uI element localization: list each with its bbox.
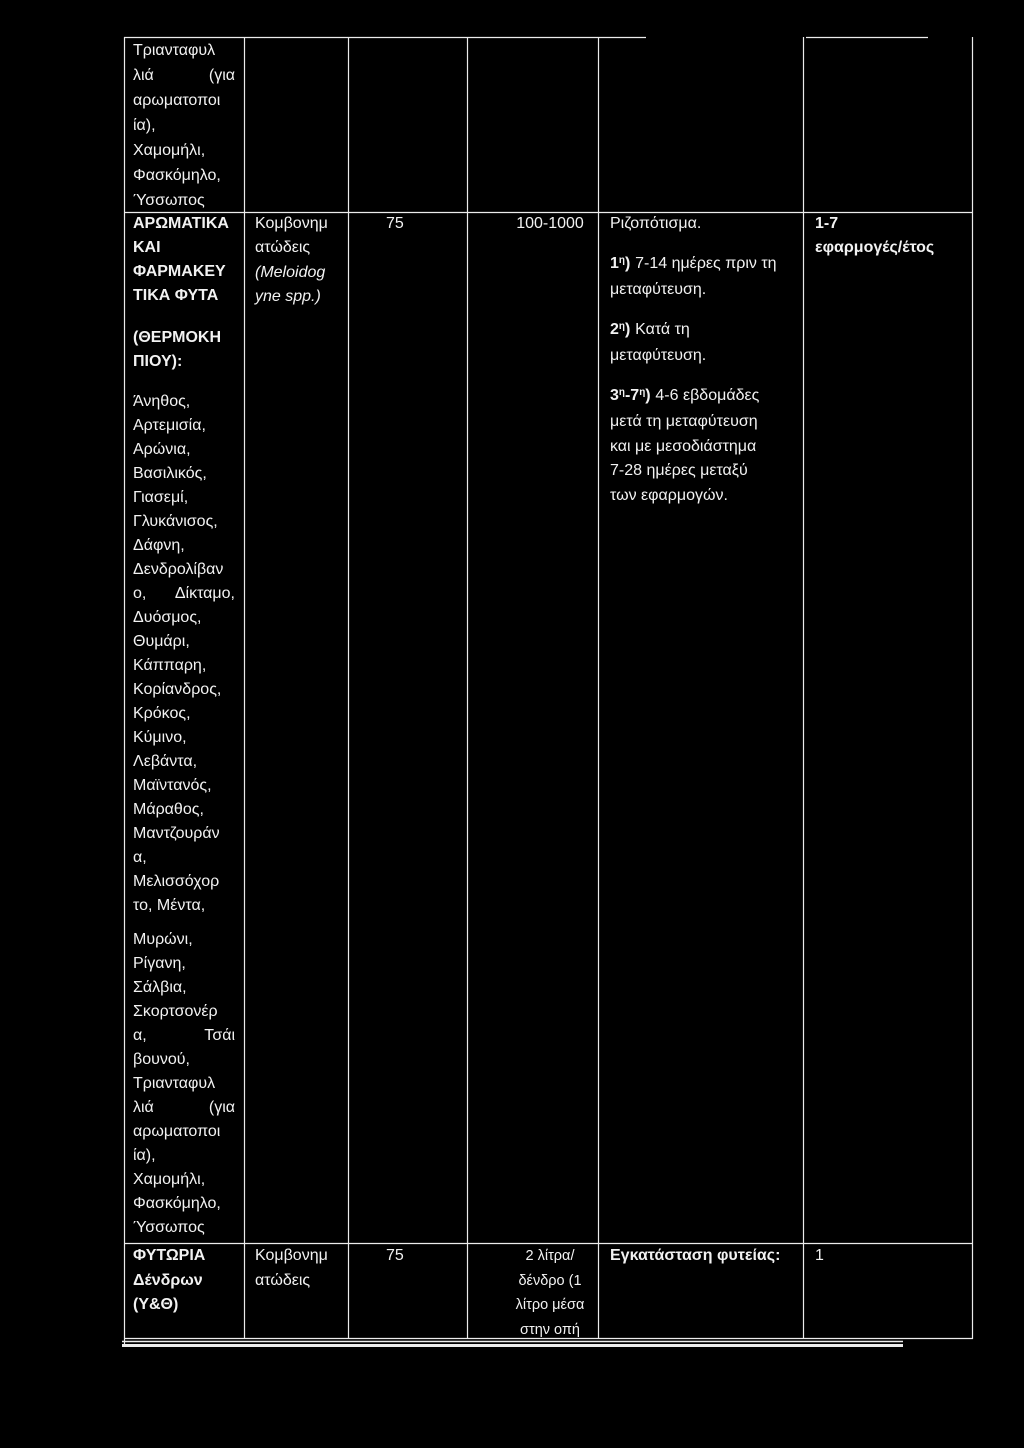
applications-line: 1-7 bbox=[815, 215, 839, 232]
row-2-pest-cell bbox=[255, 212, 328, 310]
crop-name-line: Τριανταφυλ bbox=[133, 42, 216, 59]
crop-heading-line: ΠΙΟΥ): bbox=[133, 353, 183, 370]
row-2-dose-cell bbox=[386, 212, 404, 236]
application-step-line bbox=[610, 384, 777, 411]
row-1-crop-cell bbox=[133, 38, 235, 213]
application-step-line: 7-28 ημέρες μεταξύ bbox=[610, 462, 748, 479]
crop-name-line: Γιασεμί, bbox=[133, 489, 189, 506]
crop-name-line: Αρτεμισία, bbox=[133, 417, 206, 434]
crop-heading-line: Δένδρων bbox=[133, 1271, 203, 1289]
crop-name-line: Μαντζουράν bbox=[133, 825, 220, 842]
crop-name-line: α, bbox=[133, 849, 147, 866]
pest-common-name-line: Κομβονημ bbox=[255, 1247, 328, 1264]
crop-name-line: Δενδρολίβαν bbox=[133, 561, 224, 578]
crop-name-line: λιά (για bbox=[133, 67, 235, 84]
crop-name-line: Κρόκος, bbox=[133, 705, 191, 722]
pest-latin-name-line: (Meloidog bbox=[255, 263, 326, 281]
crop-name-line: Αρώνια, bbox=[133, 441, 191, 458]
crop-name-line: ία), bbox=[133, 1147, 156, 1164]
crop-name-line: Σάλβια, bbox=[133, 979, 187, 996]
crop-name-line: Γλυκάνισος, bbox=[133, 513, 218, 530]
water-volume-line: λίτρο μέσα bbox=[515, 1297, 585, 1313]
crop-name-line: Βασιλικός, bbox=[133, 465, 207, 482]
crop-name-line: αρωματοποι bbox=[133, 92, 221, 109]
ordinal-superscript: η bbox=[639, 386, 646, 398]
step-label-text: ) bbox=[624, 320, 631, 338]
application-step-label bbox=[610, 321, 630, 338]
step-label-text: -7 bbox=[624, 386, 640, 404]
step-label-text: 3 bbox=[610, 386, 619, 404]
row-3-pest-cell bbox=[255, 1244, 328, 1293]
application-step-line: μεταφύτευση. bbox=[610, 281, 707, 298]
application-step-line bbox=[610, 252, 777, 279]
pest-common-name-line: Κομβονημ bbox=[255, 215, 328, 232]
ordinal-superscript: η bbox=[618, 254, 625, 266]
row-2-water-volume-cell bbox=[505, 212, 595, 236]
crop-name-line: ο, Δίκταμο, bbox=[133, 585, 235, 602]
application-step bbox=[610, 318, 777, 369]
ordinal-superscript: η bbox=[618, 320, 625, 332]
application-step-line: των εφαρμογών. bbox=[610, 486, 728, 504]
water-volume-line: στην οπή bbox=[520, 1321, 580, 1338]
crop-heading-paragraph bbox=[133, 212, 235, 308]
crop-name-line: λιά (για bbox=[133, 1099, 235, 1116]
application-step-line: μετά τη μεταφύτευση bbox=[610, 413, 758, 430]
application-step-line: μεταφύτευση. bbox=[610, 347, 707, 364]
step-label-text: ) bbox=[645, 386, 651, 404]
row-2-method-cell bbox=[610, 212, 777, 508]
row-3-water-volume-cell bbox=[505, 1244, 595, 1342]
application-step-text: Κατά τη bbox=[635, 320, 690, 338]
row-3-applications-cell bbox=[815, 1244, 824, 1269]
pest-common-name-line: ατώδεις bbox=[255, 239, 311, 257]
crop-name-line: Θυμάρι, bbox=[133, 633, 190, 650]
crop-heading-paragraph bbox=[133, 326, 235, 374]
method-heading: Εγκατάσταση φυτείας: bbox=[610, 1247, 781, 1264]
water-volume-line: 2 λίτρα/ bbox=[525, 1248, 575, 1264]
crop-name-line: Φασκόμηλο, bbox=[133, 167, 221, 184]
crop-name-line: Δάφνη, bbox=[133, 537, 185, 554]
crop-name-line: Κάππαρη, bbox=[133, 657, 207, 674]
application-step-line bbox=[610, 318, 777, 345]
crop-name-line: Τριανταφυλ bbox=[133, 1075, 216, 1092]
applications-line: 1 bbox=[815, 1247, 824, 1264]
crop-name-line: Κορίανδρος, bbox=[133, 681, 222, 698]
crop-heading-line: ΦΥΤΩΡΙΑ bbox=[133, 1247, 206, 1264]
method-intro: Ριζοπότισμα. bbox=[610, 215, 702, 232]
water-volume-line: 100-1000 bbox=[516, 215, 584, 232]
row-3-method-cell bbox=[610, 1244, 780, 1269]
crop-name-line: Φασκόμηλο, bbox=[133, 1195, 221, 1212]
crop-name-line: Χαμομήλι, bbox=[133, 1171, 206, 1188]
dose-value: 75 bbox=[386, 215, 404, 232]
crop-name-line: Μελισσόχορ bbox=[133, 873, 220, 890]
crop-name-line: το, Μέντα, bbox=[133, 897, 206, 914]
crop-heading-line: (Υ&Θ) bbox=[133, 1296, 179, 1314]
row-2-applications-cell bbox=[815, 212, 934, 260]
dose-value: 75 bbox=[386, 1247, 404, 1264]
pest-common-name-line: ατώδεις bbox=[255, 1271, 311, 1289]
application-step-text: 7-14 ημέρες πριν τη bbox=[635, 254, 777, 272]
applications-line: εφαρμογές/έτος bbox=[815, 239, 935, 256]
crop-name-line: Άνηθος, bbox=[133, 393, 191, 410]
step-label-text: 1 bbox=[610, 254, 619, 272]
ordinal-superscript: η bbox=[618, 386, 625, 398]
crop-name-line: Ύσσωπος bbox=[133, 192, 205, 209]
crop-name-line: βουνού, bbox=[133, 1051, 190, 1068]
crop-heading-line: ΤΙΚΑ ΦΥΤΑ bbox=[133, 287, 219, 304]
application-step-line: και με μεσοδιάστημα bbox=[610, 437, 757, 455]
crop-name-line: αρωματοποι bbox=[133, 1123, 221, 1140]
crop-name-line: Σκορτσονέρ bbox=[133, 1003, 218, 1020]
step-label-text: 2 bbox=[610, 320, 619, 338]
application-step-text: 4-6 εβδομάδες bbox=[655, 386, 760, 404]
row-3-crop-cell bbox=[133, 1244, 235, 1318]
crop-name-line: Κύμινο, bbox=[133, 729, 187, 746]
application-step bbox=[610, 252, 777, 303]
crop-name-paragraph bbox=[133, 390, 235, 918]
crop-name-line: ία), bbox=[133, 117, 156, 134]
crop-name-line: Χαμομήλι, bbox=[133, 142, 206, 159]
crop-heading-paragraph bbox=[133, 1244, 235, 1318]
crop-heading-line: (ΘΕΡΜΟΚΗ bbox=[133, 329, 221, 346]
crop-name-line: Μυρώνι, bbox=[133, 931, 193, 948]
crop-name-line: α, Τσάι bbox=[133, 1027, 235, 1044]
pest-latin-name-line: yne spp.) bbox=[255, 288, 321, 306]
crop-name-line: Ρίγανη, bbox=[133, 955, 186, 972]
crop-heading-line: ΑΡΩΜΑΤΙΚΑ bbox=[133, 215, 229, 232]
application-step bbox=[610, 384, 777, 509]
application-step-label bbox=[610, 387, 651, 404]
crop-name-line: Δυόσμος, bbox=[133, 609, 202, 626]
crop-name-paragraph bbox=[133, 38, 235, 213]
row-2-crop-cell bbox=[133, 212, 235, 1240]
crop-name-line: Μάραθος, bbox=[133, 801, 204, 818]
crop-name-line: Ύσσωπος bbox=[133, 1219, 205, 1236]
crop-heading-line: ΚΑΙ bbox=[133, 239, 161, 256]
application-step-label bbox=[610, 255, 630, 272]
water-volume-line: δένδρο (1 bbox=[518, 1272, 582, 1289]
step-label-text: ) bbox=[624, 254, 631, 272]
row-3-dose-cell bbox=[386, 1244, 404, 1269]
crop-name-line: Μαϊντανός, bbox=[133, 777, 212, 794]
crop-heading-line: ΦΑΡΜΑΚΕΥ bbox=[133, 263, 226, 280]
crop-name-paragraph bbox=[133, 928, 235, 1240]
crop-name-line: Λεβάντα, bbox=[133, 753, 198, 770]
